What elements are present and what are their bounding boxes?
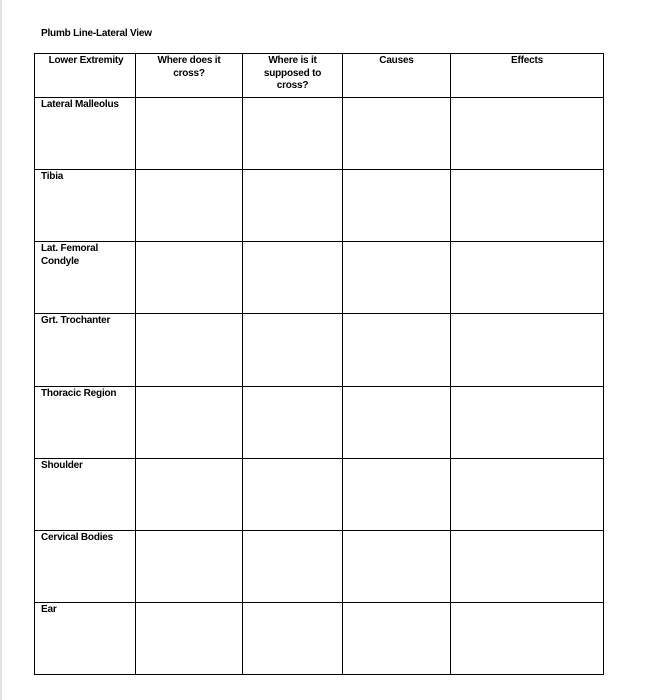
- header-where-does-it-cross: Where does it cross?: [136, 54, 243, 98]
- row-label-thoracic-region: Thoracic Region: [35, 386, 136, 458]
- header-lower-extremity: Lower Extremity: [35, 54, 136, 98]
- table-row: [35, 386, 604, 458]
- header-where-is-it-supposed-to-cross: Where is it supposed to cross?: [243, 54, 343, 98]
- cell-where-is-it-supposed-to-cross[interactable]: [243, 314, 343, 386]
- cell-where-does-it-cross[interactable]: [136, 242, 243, 314]
- cell-causes[interactable]: [343, 386, 451, 458]
- cell-effects[interactable]: [451, 458, 604, 530]
- cell-where-is-it-supposed-to-cross[interactable]: [243, 458, 343, 530]
- cell-causes[interactable]: [343, 170, 451, 242]
- row-label-ear: Ear: [35, 602, 136, 674]
- cell-effects[interactable]: [451, 530, 604, 602]
- table-row: [35, 242, 604, 314]
- cell-where-does-it-cross[interactable]: [136, 458, 243, 530]
- cell-where-does-it-cross[interactable]: [136, 530, 243, 602]
- cell-causes[interactable]: [343, 602, 451, 674]
- cell-where-does-it-cross[interactable]: [136, 314, 243, 386]
- page-edge: [0, 0, 2, 700]
- cell-effects[interactable]: [451, 386, 604, 458]
- worksheet-table: [34, 53, 604, 675]
- cell-where-does-it-cross[interactable]: [136, 602, 243, 674]
- row-label-lateral-malleolus: Lateral Malleolus: [35, 98, 136, 170]
- cell-effects[interactable]: [451, 98, 604, 170]
- row-label-shoulder: Shoulder: [35, 458, 136, 530]
- cell-effects[interactable]: [451, 602, 604, 674]
- cell-where-is-it-supposed-to-cross[interactable]: [243, 242, 343, 314]
- cell-effects[interactable]: [451, 314, 604, 386]
- table-row: [35, 602, 604, 674]
- table-row: [35, 170, 604, 242]
- table-row: [35, 314, 604, 386]
- cell-where-does-it-cross[interactable]: [136, 170, 243, 242]
- header-effects: Effects: [451, 54, 604, 98]
- cell-causes[interactable]: [343, 530, 451, 602]
- cell-causes[interactable]: [343, 314, 451, 386]
- cell-where-is-it-supposed-to-cross[interactable]: [243, 530, 343, 602]
- cell-where-does-it-cross[interactable]: [136, 386, 243, 458]
- row-label-tibia: Tibia: [35, 170, 136, 242]
- cell-effects[interactable]: [451, 170, 604, 242]
- cell-where-is-it-supposed-to-cross[interactable]: [243, 602, 343, 674]
- table-row: [35, 530, 604, 602]
- header-causes: Causes: [343, 54, 451, 98]
- cell-where-is-it-supposed-to-cross[interactable]: [243, 170, 343, 242]
- table-row: [35, 98, 604, 170]
- cell-where-is-it-supposed-to-cross[interactable]: [243, 386, 343, 458]
- cell-causes[interactable]: [343, 242, 451, 314]
- header-row: [35, 54, 604, 98]
- cell-causes[interactable]: [343, 98, 451, 170]
- row-label-grt-trochanter: Grt. Trochanter: [35, 314, 136, 386]
- cell-effects[interactable]: [451, 242, 604, 314]
- row-label-cervical-bodies: Cervical Bodies: [35, 530, 136, 602]
- cell-where-is-it-supposed-to-cross[interactable]: [243, 98, 343, 170]
- page-title: Plumb Line-Lateral View: [41, 28, 152, 39]
- table-row: [35, 458, 604, 530]
- cell-where-does-it-cross[interactable]: [136, 98, 243, 170]
- row-label-lat-femoral-condyle: Lat. Femoral Condyle: [35, 242, 136, 314]
- cell-causes[interactable]: [343, 458, 451, 530]
